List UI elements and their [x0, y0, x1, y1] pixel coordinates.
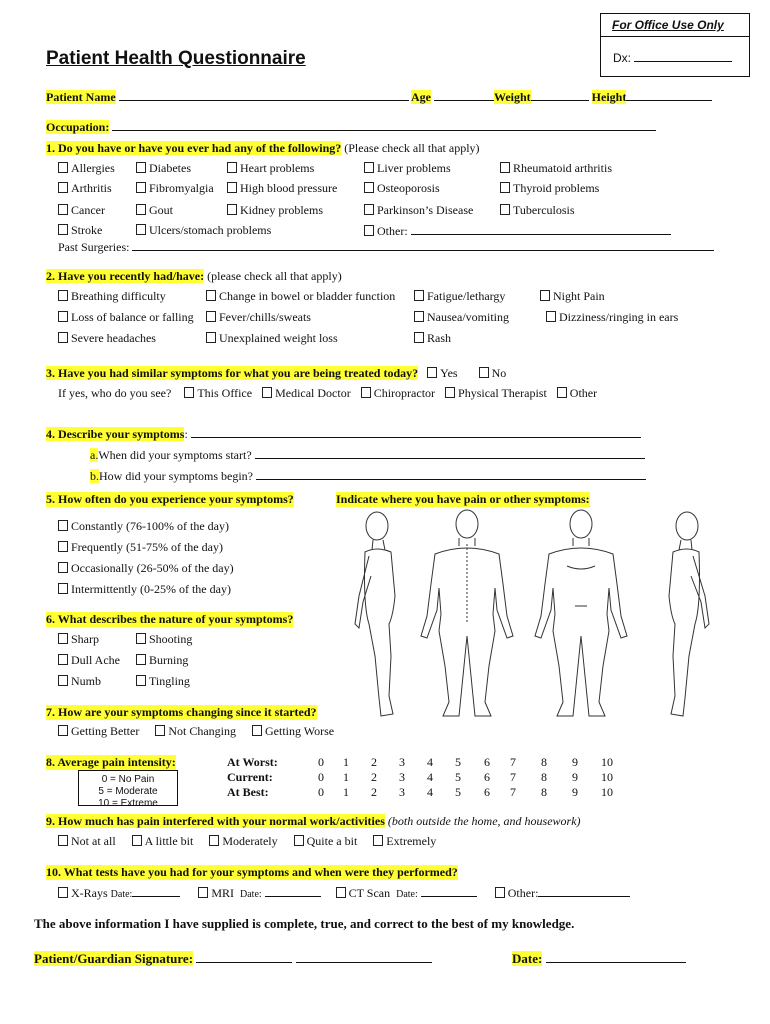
- pain-scale-number[interactable]: 7: [510, 755, 516, 769]
- q5-option[interactable]: [58, 561, 234, 576]
- pain-scale-number[interactable]: 3: [399, 770, 405, 784]
- q6-option[interactable]: [136, 674, 190, 689]
- q9-note: (both outside the home, and housework): [387, 814, 581, 828]
- checkbox[interactable]: [373, 835, 383, 846]
- occupation-field[interactable]: [112, 119, 656, 131]
- q1-item-label: Stroke: [71, 223, 103, 237]
- q5-option-label: Occasionally (26-50% of the day): [71, 561, 234, 575]
- q4b-text: How did your symptoms begin?: [99, 469, 253, 483]
- weight-label: Weight: [494, 90, 531, 104]
- body-back-icon: [421, 510, 513, 716]
- checkbox[interactable]: [58, 204, 68, 215]
- q4a-marker: a.: [90, 448, 99, 462]
- q3-who-label: If yes, who do you see?: [58, 386, 172, 400]
- checkbox[interactable]: [58, 162, 68, 173]
- checkbox-yes[interactable]: [427, 367, 437, 378]
- q6-option[interactable]: [58, 632, 99, 647]
- pain-scale-number[interactable]: 4: [427, 785, 433, 799]
- q7-label: 7. How are your symptoms changing since it started?: [46, 705, 317, 719]
- legend-item: 5 = Moderate: [98, 786, 158, 797]
- past-surgeries-row: [58, 239, 714, 255]
- other-test-label: Other:: [507, 886, 539, 900]
- checkbox[interactable]: [58, 541, 68, 552]
- checkbox[interactable]: [557, 387, 567, 398]
- q9-options: [58, 834, 452, 849]
- q2-label: 2. Have you recently had/have:: [46, 269, 205, 283]
- q6-option[interactable]: [58, 653, 120, 668]
- q4a-text: When did your symptoms start?: [98, 448, 252, 462]
- checkbox[interactable]: [58, 633, 68, 644]
- ct-date-label: Date:: [396, 889, 418, 900]
- checkbox-no[interactable]: [479, 367, 489, 378]
- date-field[interactable]: [546, 951, 686, 963]
- height-field[interactable]: [626, 89, 712, 101]
- pain-scale-number[interactable]: 4: [427, 770, 433, 784]
- q1-item[interactable]: [364, 181, 440, 196]
- q7-option-label: Getting Better: [71, 724, 140, 738]
- q1-item[interactable]: [136, 181, 214, 196]
- checkbox[interactable]: [58, 675, 68, 686]
- q1-item[interactable]: [500, 161, 612, 176]
- checkbox[interactable]: [500, 204, 510, 215]
- q1-item-label: Diabetes: [149, 161, 191, 175]
- q6-option[interactable]: [136, 653, 188, 668]
- q2-item[interactable]: [58, 331, 156, 346]
- checkbox[interactable]: [58, 224, 68, 235]
- mri-date-field[interactable]: [265, 885, 321, 897]
- q9-option[interactable]: [373, 834, 436, 848]
- checkbox[interactable]: [294, 835, 304, 846]
- q6-option-label: Dull Ache: [71, 653, 120, 667]
- q9-option[interactable]: [209, 834, 277, 848]
- q1-item-label: Gout: [149, 203, 173, 217]
- q7-option[interactable]: [58, 724, 139, 738]
- q1-item[interactable]: [58, 161, 115, 176]
- q2-item-label: Severe headaches: [71, 331, 156, 345]
- q1-item[interactable]: [500, 181, 599, 196]
- q2-item-label: Loss of balance or falling: [71, 310, 194, 324]
- q4b-field[interactable]: [256, 468, 646, 480]
- pain-scale-number[interactable]: 1: [343, 755, 349, 769]
- q4a-row: [90, 447, 645, 463]
- q2-item-label: Nausea/vomiting: [427, 310, 509, 324]
- date-label: Date:: [512, 951, 543, 966]
- checkbox[interactable]: [414, 332, 424, 343]
- q9-option-label: Extremely: [386, 834, 437, 848]
- q1-item[interactable]: [364, 203, 473, 218]
- q7-option[interactable]: [252, 724, 334, 738]
- q3-label: 3. Have you had similar symptoms for what you are being treated today?: [46, 366, 419, 380]
- pain-scale-number[interactable]: 9: [572, 770, 578, 784]
- checkbox[interactable]: [58, 182, 68, 193]
- age-field[interactable]: [434, 89, 494, 101]
- pain-scale-number[interactable]: 0: [318, 785, 324, 799]
- office-use-title: For Office Use Only: [601, 14, 749, 37]
- q2-item-label: Dizziness/ringing in ears: [559, 310, 679, 324]
- date-row: [512, 951, 686, 967]
- q1-other-field[interactable]: [411, 223, 671, 235]
- pain-scale-number[interactable]: 2: [371, 770, 377, 784]
- q2-item[interactable]: [58, 310, 194, 325]
- q4-label: 4. Describe your symptoms: [46, 427, 185, 441]
- pain-row-label: Current:: [227, 770, 273, 784]
- q1-item-label: Ulcers/stomach problems: [149, 223, 272, 237]
- q7-option-label: Not Changing: [168, 724, 236, 738]
- q2-item[interactable]: [206, 289, 395, 304]
- checkbox[interactable]: [136, 182, 146, 193]
- q5-option-label: Frequently (51-75% of the day): [71, 540, 223, 554]
- signature-label: Patient/Guardian Signature:: [34, 951, 194, 966]
- q2-note: (please check all that apply): [207, 269, 342, 283]
- q2-item[interactable]: [414, 289, 505, 304]
- q2-item[interactable]: [414, 310, 509, 325]
- body-side-left-icon: [355, 512, 395, 716]
- checkbox[interactable]: [414, 311, 424, 322]
- q2-item-label: Night Pain: [553, 289, 605, 303]
- q10-tests-row: [58, 885, 630, 901]
- q9-option-label: Quite a bit: [306, 834, 358, 848]
- dx-label: Dx:: [613, 51, 631, 65]
- checkbox[interactable]: [206, 332, 216, 343]
- q1-item[interactable]: [500, 203, 575, 218]
- q10-label: 10. What tests have you had for your symptoms and when were they performed?: [46, 865, 458, 879]
- occupation-row: [46, 119, 656, 135]
- q1-item-label: Rheumatoid arthritis: [513, 161, 612, 175]
- pain-row-label: At Best:: [227, 785, 269, 799]
- q6-option[interactable]: [136, 632, 192, 647]
- weight-field[interactable]: [531, 89, 589, 101]
- checkbox[interactable]: [262, 387, 272, 398]
- q1-item[interactable]: [136, 161, 191, 176]
- q2-item-label: Fatigue/lethargy: [427, 289, 506, 303]
- signature-row: [34, 951, 432, 967]
- q1-item[interactable]: [227, 181, 337, 196]
- q3-option-label: Chiropractor: [373, 386, 436, 400]
- checkbox[interactable]: [136, 675, 146, 686]
- q7-option-label: Getting Worse: [265, 724, 335, 738]
- pain-scale-number[interactable]: 0: [318, 755, 324, 769]
- checkbox[interactable]: [252, 725, 262, 736]
- q1-item-label: Kidney problems: [240, 203, 323, 217]
- page-title: Patient Health Questionnaire: [46, 48, 306, 69]
- q3-option[interactable]: [557, 386, 597, 400]
- checkbox[interactable]: [500, 162, 510, 173]
- pain-scale-number[interactable]: 7: [510, 785, 516, 799]
- other-test-field[interactable]: [538, 885, 630, 897]
- q9-heading: [46, 814, 581, 829]
- q6-option[interactable]: [58, 674, 101, 689]
- q1-other-label: Other:: [377, 224, 408, 238]
- q7-option[interactable]: [155, 724, 236, 738]
- q2-item[interactable]: [546, 310, 678, 325]
- q4-field[interactable]: [191, 426, 641, 438]
- q9-option[interactable]: [58, 834, 116, 848]
- q4-heading: 4. Describe your symptoms:: [46, 426, 641, 442]
- q4a-field[interactable]: [255, 447, 645, 459]
- checkbox[interactable]: [206, 311, 216, 322]
- q1-item[interactable]: [58, 223, 102, 238]
- q3-option[interactable]: [445, 386, 547, 400]
- office-use-box: [600, 13, 750, 77]
- pain-scale-number[interactable]: 6: [484, 785, 490, 799]
- checkbox[interactable]: [136, 204, 146, 215]
- legend-item: 10 = Extreme: [98, 798, 158, 806]
- q5-label: 5. How often do you experience your symptoms?: [46, 492, 294, 506]
- pain-scale-number[interactable]: 10: [601, 755, 613, 769]
- checkbox[interactable]: [58, 583, 68, 594]
- pain-scale-number[interactable]: 8: [541, 785, 547, 799]
- pain-scale-number[interactable]: 3: [399, 755, 405, 769]
- q1-item-label: Parkinson’s Disease: [377, 203, 474, 217]
- signature-field-1[interactable]: [196, 951, 292, 963]
- pain-scale-number[interactable]: 10: [601, 770, 613, 784]
- checkbox[interactable]: [227, 162, 237, 173]
- checkbox[interactable]: [58, 290, 68, 301]
- q5-option-label: Constantly (76-100% of the day): [71, 519, 229, 533]
- checkbox[interactable]: [364, 162, 374, 173]
- q2-item-label: Unexplained weight loss: [219, 331, 338, 345]
- checkbox[interactable]: [361, 387, 371, 398]
- q9-label: 9. How much has pain interfered with your normal work/activities: [46, 814, 385, 828]
- q1-heading: [46, 141, 480, 156]
- checkbox[interactable]: [445, 387, 455, 398]
- checkbox[interactable]: [184, 387, 194, 398]
- checkbox-ct[interactable]: [336, 887, 346, 898]
- pain-scale-number[interactable]: 1: [343, 770, 349, 784]
- q2-item[interactable]: [414, 331, 451, 346]
- q2-item[interactable]: [206, 331, 338, 346]
- pain-scale-number[interactable]: 5: [455, 770, 461, 784]
- checkbox[interactable]: [58, 562, 68, 573]
- checkbox[interactable]: [58, 835, 68, 846]
- body-diagram[interactable]: [335, 506, 750, 726]
- q3-option-label: This Office: [197, 386, 253, 400]
- checkbox[interactable]: [58, 332, 68, 343]
- xray-date-label: Date:: [110, 889, 133, 900]
- q5-option[interactable]: [58, 582, 231, 597]
- q2-item[interactable]: [540, 289, 605, 304]
- q1-item-label: Liver problems: [377, 161, 451, 175]
- q3-option[interactable]: [184, 386, 252, 400]
- q9-option[interactable]: [294, 834, 358, 848]
- q2-item-label: Rash: [427, 331, 451, 345]
- checkbox[interactable]: [414, 290, 424, 301]
- q7-options: [58, 724, 350, 739]
- q8-label: 8. Average pain intensity:: [46, 755, 176, 769]
- pain-scale-number[interactable]: 10: [601, 785, 613, 799]
- pain-scale-number[interactable]: 6: [484, 770, 490, 784]
- pain-scale-number[interactable]: 3: [399, 785, 405, 799]
- checkbox[interactable]: [546, 311, 556, 322]
- pain-scale-number[interactable]: 2: [371, 755, 377, 769]
- q1-item-label: Thyroid problems: [513, 181, 600, 195]
- checkbox[interactable]: [227, 204, 237, 215]
- q2-item-label: Breathing difficulty: [71, 289, 166, 303]
- pain-scale-number[interactable]: 6: [484, 755, 490, 769]
- checkbox[interactable]: [500, 182, 510, 193]
- q9-option-label: Not at all: [71, 834, 116, 848]
- q2-item[interactable]: [206, 310, 311, 325]
- q4b-row: [90, 468, 646, 484]
- q1-item[interactable]: [227, 161, 314, 176]
- ct-date-field[interactable]: [421, 885, 477, 897]
- q3-option[interactable]: [361, 386, 435, 400]
- q3-yes: Yes: [440, 366, 458, 380]
- attestation-statement: The above information I have supplied is complete, true, and correct to the best of my knowledge.: [34, 916, 575, 931]
- q1-label: 1. Do you have or have you ever had any of the following?: [46, 141, 342, 155]
- q1-item-label: Arthritis: [71, 181, 112, 195]
- checkbox[interactable]: [58, 654, 68, 665]
- checkbox[interactable]: [132, 835, 142, 846]
- q1-item[interactable]: [227, 203, 323, 218]
- pain-scale-number[interactable]: 9: [572, 785, 578, 799]
- checkbox[interactable]: [136, 224, 146, 235]
- mri-date-label: Date:: [240, 889, 262, 900]
- q2-item[interactable]: [58, 289, 166, 304]
- checkbox[interactable]: [209, 835, 219, 846]
- q3-option-label: Medical Doctor: [275, 386, 351, 400]
- checkbox[interactable]: [227, 182, 237, 193]
- checkbox[interactable]: [58, 520, 68, 531]
- pain-scale-number[interactable]: 8: [541, 770, 547, 784]
- checkbox[interactable]: [206, 290, 216, 301]
- checkbox[interactable]: [136, 654, 146, 665]
- checkbox[interactable]: [364, 204, 374, 215]
- q3-option-label: Physical Therapist: [458, 386, 547, 400]
- pain-scale-number[interactable]: 0: [318, 770, 324, 784]
- q1-item-label: Tuberculosis: [513, 203, 575, 217]
- q1-item[interactable]: [136, 223, 271, 238]
- pain-scale-number[interactable]: 8: [541, 755, 547, 769]
- checkbox[interactable]: [136, 633, 146, 644]
- q3-who-row: [58, 386, 597, 401]
- age-label: Age: [411, 90, 431, 104]
- pain-scale-number[interactable]: 9: [572, 755, 578, 769]
- q1-item[interactable]: [364, 161, 451, 176]
- q1-item-label: Fibromyalgia: [149, 181, 214, 195]
- checkbox[interactable]: [155, 725, 165, 736]
- q3-no: No: [491, 366, 507, 380]
- occupation-label: Occupation:: [46, 120, 110, 134]
- signature-field-2[interactable]: [296, 951, 432, 963]
- q6-option-label: Sharp: [71, 632, 99, 646]
- q5-option[interactable]: [58, 540, 223, 555]
- q5-option[interactable]: [58, 519, 229, 534]
- checkbox-xray[interactable]: [58, 887, 68, 898]
- q9-option-label: Moderately: [222, 834, 278, 848]
- pain-scale-number[interactable]: 5: [455, 755, 461, 769]
- q6-option-label: Shooting: [149, 632, 193, 646]
- q5-option-label: Intermittently (0-25% of the day): [71, 582, 231, 596]
- pain-scale-number[interactable]: 2: [371, 785, 377, 799]
- q9-option[interactable]: [132, 834, 194, 848]
- q1-item-label: Heart problems: [240, 161, 315, 175]
- q2-heading: [46, 269, 342, 284]
- patient-name-field[interactable]: [119, 89, 409, 101]
- q1-item[interactable]: [58, 181, 112, 196]
- patient-name-label: Patient Name: [46, 90, 116, 104]
- checkbox[interactable]: [58, 311, 68, 322]
- q1-item-label: Osteoporosis: [377, 181, 440, 195]
- pain-scale-number[interactable]: 7: [510, 770, 516, 784]
- checkbox-mri[interactable]: [198, 887, 208, 898]
- q1-item[interactable]: [136, 203, 173, 218]
- pain-legend: [78, 770, 178, 806]
- height-label: Height: [591, 90, 627, 104]
- body-side-right-icon: [669, 512, 709, 716]
- pain-scale-number[interactable]: 4: [427, 755, 433, 769]
- q2-item-label: Fever/chills/sweats: [219, 310, 311, 324]
- indicate-pain-label: Indicate where you have pain or other symptoms:: [336, 492, 590, 506]
- past-surgeries-label: Past Surgeries:: [58, 240, 130, 254]
- q1-item-label: Allergies: [71, 161, 115, 175]
- patient-info-row: [46, 89, 712, 105]
- pain-row-label: At Worst:: [227, 755, 278, 769]
- q3-heading: [46, 366, 506, 381]
- pain-scale-number[interactable]: 1: [343, 785, 349, 799]
- q3-option[interactable]: [262, 386, 351, 400]
- checkbox[interactable]: [364, 225, 374, 236]
- q1-item-label: Cancer: [71, 203, 105, 217]
- mri-label: MRI: [211, 886, 234, 900]
- checkbox[interactable]: [364, 182, 374, 193]
- q6-option-label: Tingling: [149, 674, 190, 688]
- xray-label: X-Rays: [71, 886, 108, 900]
- q6-label: 6. What describes the nature of your symptoms?: [46, 612, 294, 626]
- ct-label: CT Scan: [348, 886, 391, 900]
- q1-item[interactable]: [58, 203, 105, 218]
- past-surgeries-field[interactable]: [132, 239, 714, 251]
- q4b-marker: b.: [90, 469, 99, 483]
- q2-item-label: Change in bowel or bladder function: [219, 289, 396, 303]
- dx-field[interactable]: [613, 50, 732, 65]
- q6-option-label: Numb: [71, 674, 101, 688]
- body-front-icon: [535, 510, 627, 716]
- xray-date-field[interactable]: [132, 885, 180, 897]
- checkbox-other-test[interactable]: [495, 887, 505, 898]
- pain-scale-number[interactable]: 5: [455, 785, 461, 799]
- q1-other[interactable]: [364, 223, 671, 239]
- q6-option-label: Burning: [149, 653, 189, 667]
- q1-item-label: High blood pressure: [240, 181, 338, 195]
- checkbox[interactable]: [58, 725, 68, 736]
- q3-option-label: Other: [569, 386, 598, 400]
- legend-item: 0 = No Pain: [101, 774, 155, 785]
- checkbox[interactable]: [540, 290, 550, 301]
- q1-note: (Please check all that apply): [344, 141, 480, 155]
- q9-option-label: A little bit: [144, 834, 194, 848]
- checkbox[interactable]: [136, 162, 146, 173]
